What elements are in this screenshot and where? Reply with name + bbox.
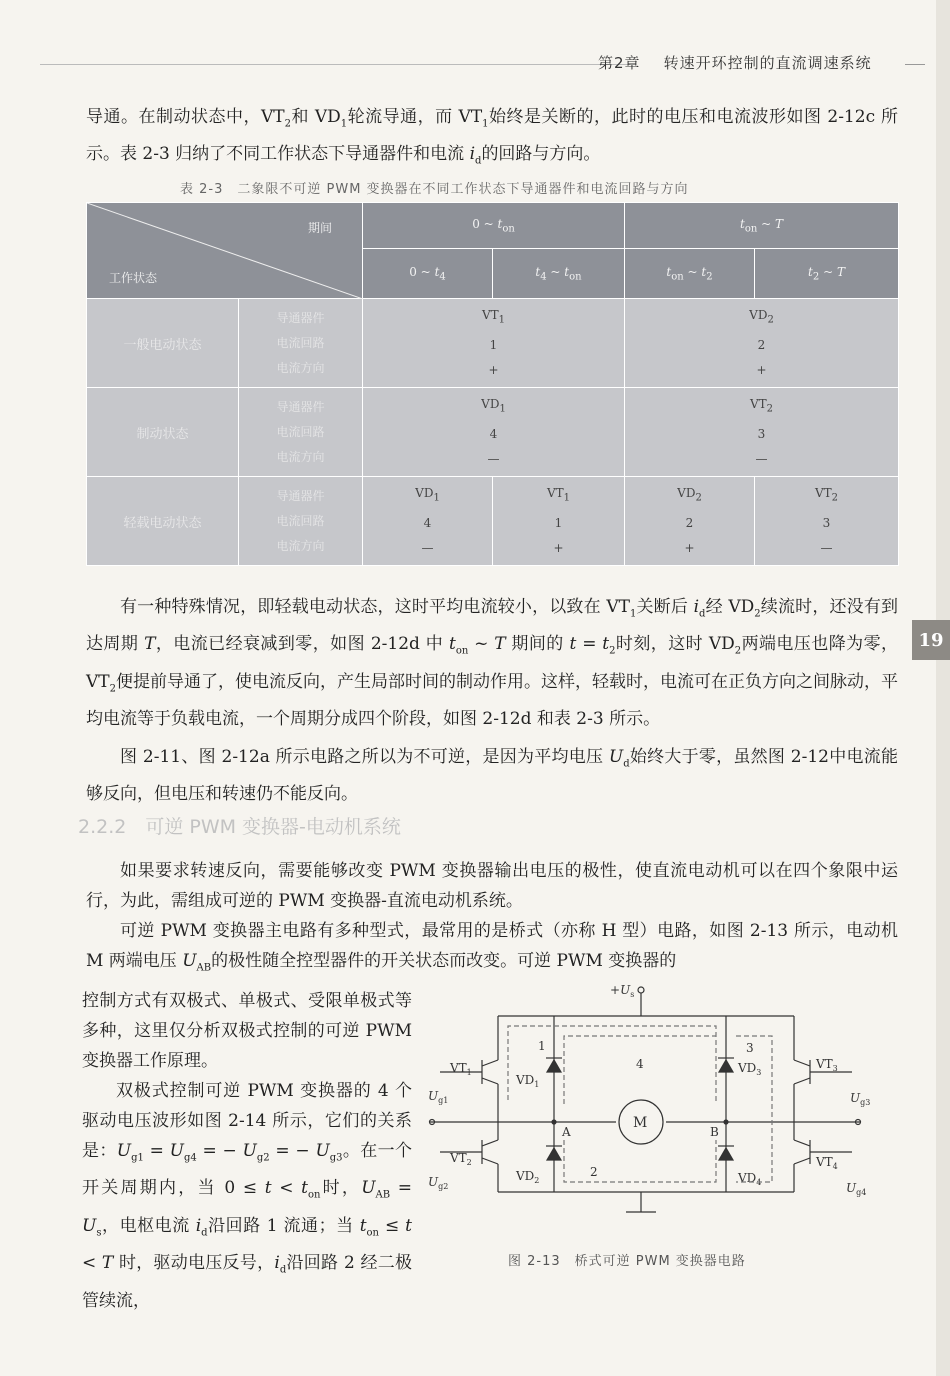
corner-state-label: 工作状态 [109, 271, 158, 285]
paragraph-reverse: 如果要求转速反向，需要能够改变 PWM 变换器输出电压的极性，使直流电动机可以在四个象限中运行，为此，需组成可逆的 PWM 变换器-直流电动机系统。 [86, 861, 898, 911]
label-vd1: $VD_1$ [516, 1073, 540, 1089]
paragraph-bipolar: 双极式控制可逆 PWM 变换器的 4 个驱动电压波形如图 2-14 所示，它们的关系是：$U_{g1} = U_{g4}$ = − $U_{g2}$ = − $U_{g3}$。在一个开关周期内，当 $0 \le t < t_{on}$时，$U_{AB} = U_s$，电枢电流 $i_d$沿回路 1 流通；当 $t_{on} \le t < T$ 时，驱动电压反号，$i_d$沿回路 2 经二极管续流， [82, 1081, 413, 1311]
corner-period-label: 期间 [307, 221, 332, 235]
paragraph-bridge: 可逆 PWM 变换器主电路有多种型式，最常用的是桥式（亦称 H 型）电路，如图 2-13 所示，电动机 M 两端电压 $U_{AB}$的极性随全控型器件的开关状态而改变。可逆 PWM 变换器的 [86, 921, 898, 974]
page-edge [936, 0, 950, 1376]
label-vd3: $VD_3$ [738, 1061, 762, 1077]
sub-header-2: $t_4$ ~ $t_{on}$ [493, 249, 625, 299]
sub-header-4: $t_2$ ~ T [755, 249, 899, 299]
label-vt3: $VT_3$ [816, 1057, 838, 1073]
state-light-load: 轻载电动状态 [87, 477, 239, 566]
period-header-2: $t_{on}$ ~ T [625, 203, 899, 249]
sub-header-1: 0 ~ $t_4$ [363, 249, 493, 299]
node-a-label: A [562, 1125, 571, 1139]
supply-label: $+U_s$ [610, 983, 635, 999]
section-heading: 2.2.2 可逆 PWM 变换器-电动机系统 [78, 816, 401, 838]
period-header-1: 0 ~ $t_{on}$ [363, 203, 625, 249]
chapter-label: 第2章 [598, 54, 641, 72]
table-cell: $VT_1$ 1 + [363, 299, 625, 388]
paragraph-light-load: 有一种特殊情况，即轻载电动状态，这时平均电流较小，以致在 $VT_1$关断后 $i_d$经 $VD_2$续流时，还没有到达周期 T，电流已经衰减到零，如图 2-12d 中 $t_{on}$ ~ T 期间的 $t = t_2$时刻，这时 $VD_2$两端电压也降为零，$VT_2$便提前导通了，使电流反向，产生局部时间的制动作用。这样，轻载时，电流可在正负方向之间脉动，平均电流等于负载电流，一个周期分成四个阶段，如图 2-12d 和表 2-3 所示。 [86, 597, 899, 730]
header-rule [40, 64, 630, 65]
diode-vd3-icon [718, 1058, 734, 1072]
supply-terminal [638, 987, 644, 993]
diode-vd1-icon [546, 1058, 562, 1072]
motor-label: M [633, 1115, 648, 1131]
label-vd4: $VD_4$ [738, 1171, 762, 1187]
label-vd2: $VD_2$ [516, 1169, 540, 1185]
table-corner [87, 203, 363, 299]
paragraph-control-modes: 控制方式有双极式、单极式、受限单极式等多种，这里仅分析双极式控制的可逆 PWM 变换器工作原理。 [82, 991, 412, 1071]
loop-1-path [508, 1026, 716, 1102]
sub-header-3: $t_{on}$ ~ $t_2$ [625, 249, 755, 299]
table-cell: $VD_2$ 2 + [625, 477, 755, 566]
loop-1-label: 1 [538, 1039, 546, 1053]
diode-vd2-icon [546, 1146, 562, 1160]
table-cell: $VT_2$ 3 — [625, 388, 899, 477]
table-cell: $VT_2$ 3 — [755, 477, 899, 566]
label-ug1: $U_{g1}$ [428, 1089, 449, 1105]
state-braking: 制动状态 [87, 388, 239, 477]
table-caption: 表 2-3 二象限不可逆 PWM 变换器在不同工作状态下导通器件和电流回路与方向 [180, 182, 689, 197]
label-ug4: $U_{g4}$ [846, 1181, 867, 1197]
diode-vd4-icon [718, 1146, 734, 1160]
row-labels: 导通器件 电流回路 电流方向 [239, 388, 363, 477]
header-rule-tail [905, 64, 925, 65]
state-normal-motoring: 一般电动状态 [87, 299, 239, 388]
label-vt2: $VT_2$ [450, 1151, 472, 1167]
chapter-title: 转速开环控制的直流调速系统 [663, 54, 872, 72]
intro-paragraph: 导通。在制动状态中，$VT_2$和 $VD_1$轮流导通，而 $VT_1$始终是关断的，此时的电压和电流波形如图 2-12c 所示。表 2-3 归纳了不同工作状态下导通器件和电流 $i_d$的回路与方向。 [86, 107, 898, 167]
label-ug3: $U_{g3}$ [850, 1091, 871, 1107]
node-a-dot [552, 1120, 556, 1124]
row-labels: 导通器件 电流回路 电流方向 [239, 477, 363, 566]
loop-3-label: 3 [746, 1041, 754, 1055]
figure-caption: 图 2-13 桥式可逆 PWM 变换器电路 [508, 1254, 746, 1269]
bridge-circuit-diagram [420, 980, 890, 1242]
label-vt1: $VT_1$ [450, 1061, 472, 1077]
loop-3-path [736, 1036, 772, 1182]
row-labels: 导通器件 电流回路 电流方向 [239, 299, 363, 388]
table-cell: $VT_1$ 1 + [493, 477, 625, 566]
label-ug2: $U_{g2}$ [428, 1175, 449, 1191]
table-cell: $VD_1$ 4 — [363, 388, 625, 477]
node-b-label: B [710, 1125, 719, 1139]
page-number: 19 [912, 620, 950, 660]
table-cell: $VD_1$ 4 — [363, 477, 493, 566]
paragraph-irreversible: 图 2-11、图 2-12a 所示电路之所以为不可逆，是因为平均电压 $U_d$始终大于零，虽然图 2-12中电流能够反向，但电压和转速仍不能反向。 [86, 747, 898, 805]
loop-2-path [564, 1140, 716, 1182]
label-vt4: $VT_4$ [816, 1155, 838, 1171]
loop-2-label: 2 [590, 1165, 598, 1179]
loop-4-label: 4 [636, 1057, 644, 1071]
node-b-dot [724, 1120, 728, 1124]
table-2-3 [86, 202, 899, 566]
running-header [598, 52, 872, 73]
table-cell: $VD_2$ 2 + [625, 299, 899, 388]
